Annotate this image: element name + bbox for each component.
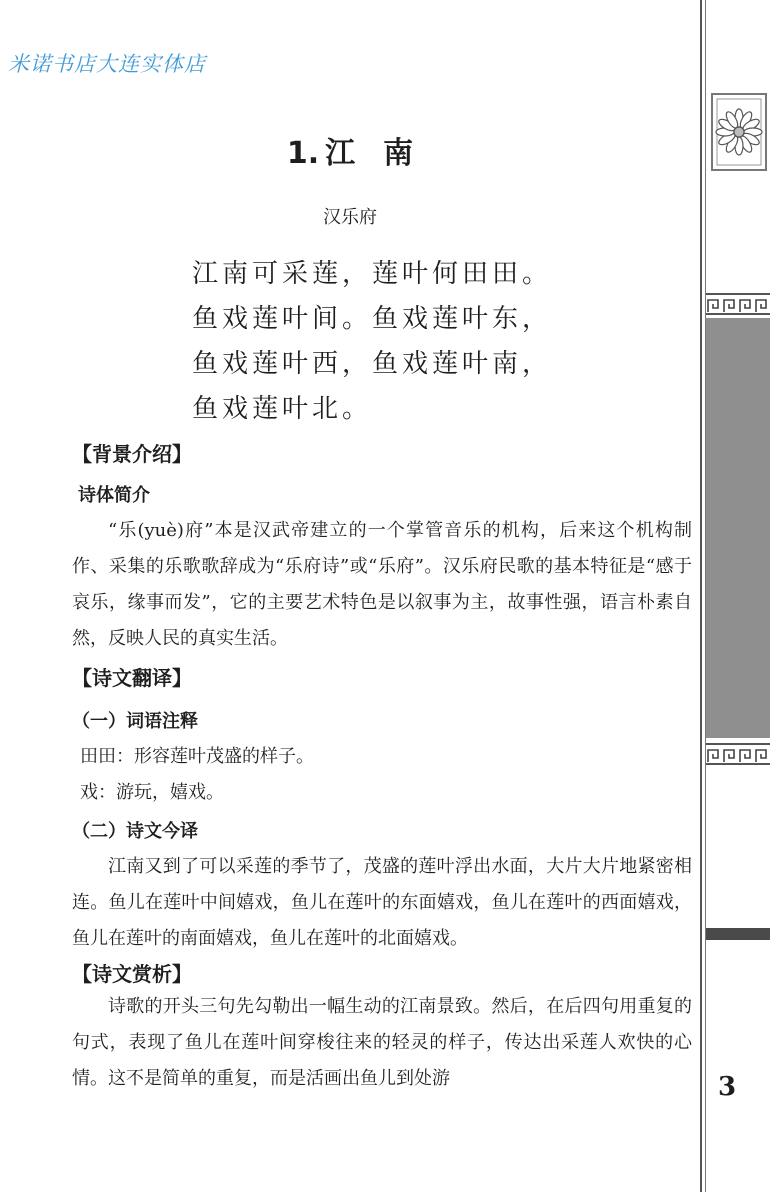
poem-title — [0, 128, 700, 172]
poem-line: 江南可采莲，莲叶何田田。 — [192, 259, 553, 289]
poem-number: 1. — [286, 136, 320, 171]
watermark: 米诺书店大连实体店 — [8, 52, 206, 76]
fret-border-top-icon — [706, 292, 770, 316]
sub-heading: （二）诗文今译 — [72, 821, 198, 842]
poem-line: 鱼戏莲叶北。 — [192, 394, 373, 424]
paragraph: 诗歌的开头三句先勾勒出一幅生动的江南景致。然后，在后四句用重复的句式，表现了鱼儿在莲叶间穿梭往来的轻灵的样子，传达出采莲人欢快的心情。这不是简单的重复，而是活画出鱼儿到处游 — [72, 996, 692, 1089]
paragraph: “乐(yuè)府”本是汉武帝建立的一个掌管音乐的机构，后来这个机构制作、采集的乐歌歌辞成为“乐府诗”或“乐府”。汉乐府民歌的基本特征是“感于哀乐，缘事而发”，它的主要艺术特色是以叙事为主，故事性强，语言朴素自然，反映人民的真实生活。 — [72, 520, 692, 649]
page-number: 3 — [718, 1072, 737, 1102]
gray-side-panel — [706, 318, 770, 738]
title-char-2: 南 — [383, 136, 414, 171]
sub-heading: 诗体简介 — [78, 485, 150, 506]
border-line — [700, 0, 702, 1192]
title-char-1: 江 — [325, 136, 356, 171]
poem-line: 鱼戏莲叶西，鱼戏莲叶南， — [192, 349, 553, 379]
poem-author: 汉乐府 — [323, 207, 377, 228]
appreciation-section — [72, 958, 692, 1097]
dark-band — [706, 928, 770, 940]
poem-line: 鱼戏莲叶间。鱼戏莲叶东， — [192, 304, 553, 334]
background-section — [72, 438, 692, 657]
paragraph: 江南又到了可以采莲的季节了，茂盛的莲叶浮出水面，大片大片地紧密相连。鱼儿在莲叶中间嬉戏，鱼儿在莲叶的东面嬉戏，鱼儿在莲叶的西面嬉戏，鱼儿在莲叶的南面嬉戏，鱼儿在莲叶的北面嬉戏。 — [72, 856, 692, 949]
note-line: 戏：游玩，嬉戏。 — [80, 782, 224, 803]
poem-body — [192, 252, 552, 432]
flower-emblem-icon — [710, 92, 768, 172]
note-line: 田田：形容莲叶茂盛的样子。 — [80, 746, 314, 767]
section-heading: 【诗文赏析】 — [72, 962, 192, 986]
fret-border-bottom-icon — [706, 742, 770, 766]
section-heading: 【背景介绍】 — [72, 442, 192, 466]
section-heading: 【诗文翻译】 — [72, 666, 192, 690]
translation-section — [72, 662, 692, 957]
sub-heading: （一）词语注释 — [72, 711, 198, 732]
